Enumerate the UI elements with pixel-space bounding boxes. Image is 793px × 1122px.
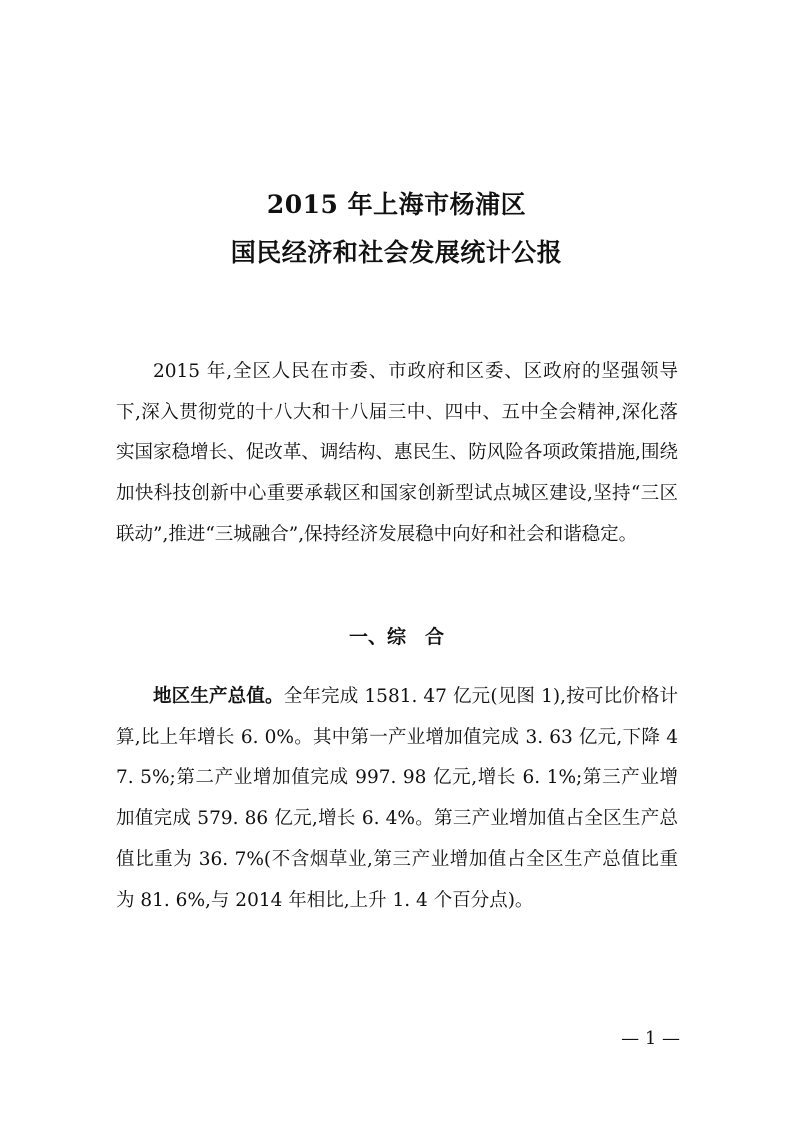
gdp-lead-text: 地区生产总值。 <box>153 686 284 707</box>
section-heading: 一、综 合 <box>348 626 444 648</box>
document-title-line2: 国民经济和社会发展统计公报 <box>230 238 563 267</box>
gdp-body-text: 全年完成 1581. 47 亿元(见图 1),按可比价格计算,比上年增长 6. 0%。其中第一产业增加值完成 3. 63 亿元,下降 47. 5%;第二产业增加值完成 997. 98 亿元,增长 6. 1%;第三产业增加值完成 579. 86 亿元,增长 6. 4%。第三产业增加值占全区生产总值比重为 36. 7%(不含烟草业,第三产业增加值占全区生产总值比重为 81. 6%,与 2014 年相比,上升 1. 4 个百分点)。 <box>116 686 678 911</box>
gdp-paragraph <box>116 677 678 921</box>
intro-paragraph: 2015 年,全区人民在市委、市政府和区委、区政府的坚强领导下,深入贯彻党的十八大和十八届三中、四中、五中全会精神,深化落实国家稳增长、促改革、调结构、惠民生、防风险各项政策措施,围绕加快科技创新中心重要承载区和国家创新型试点城区建设,坚持“三区联动”,推进“三城融合”,保持经济发展稳中向好和社会和谐稳定。 <box>116 361 678 545</box>
page-number: — 1 — <box>621 1028 680 1049</box>
document-title-line1: 2015 年上海市杨浦区 <box>266 190 527 219</box>
